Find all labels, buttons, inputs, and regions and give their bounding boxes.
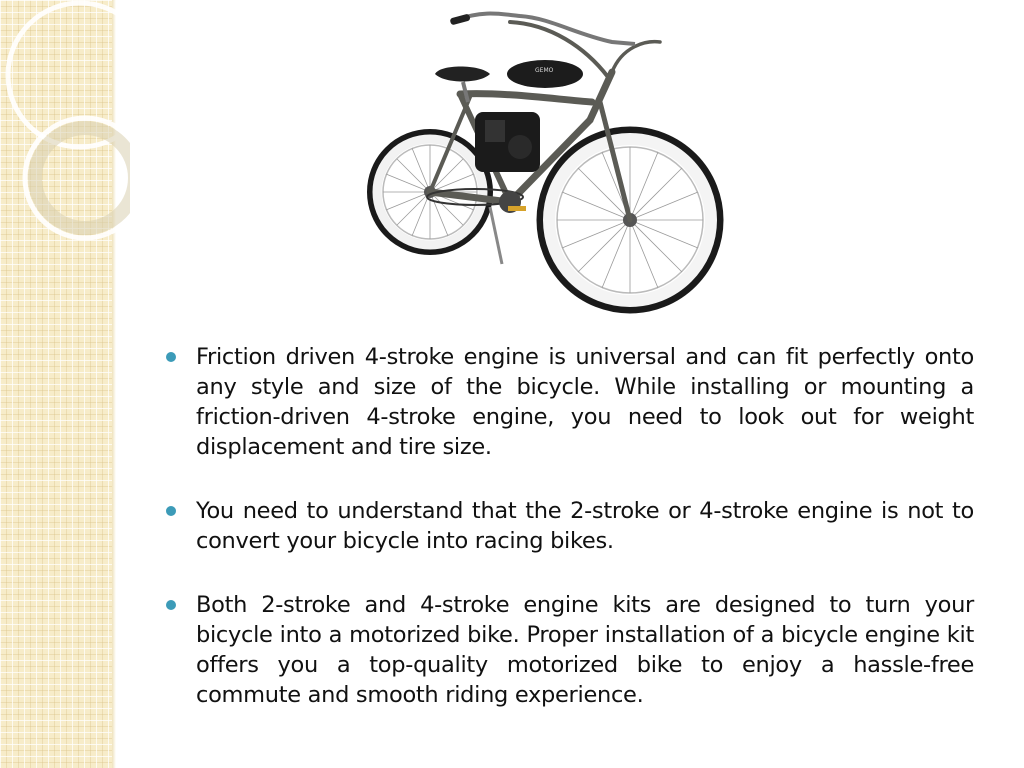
bullet-marker: [166, 352, 176, 362]
bullet-text: You need to understand that the 2-stroke or 4-stroke engine is not to convert your bicycle into racing bikes.: [196, 498, 974, 554]
fuel-tank: [507, 60, 583, 88]
decorative-rings: [0, 0, 130, 260]
bike-seat: [435, 67, 490, 82]
tank-brand-text: GEMO: [535, 67, 554, 74]
bullet-text: Both 2-stroke and 4-stroke engine kits are designed to turn your bicycle into a motorized bike. Proper installation of a bicycle engine kit offers you a top-quality motorized bike to enjoy a hassle-free commute and smooth riding experience.: [196, 592, 974, 708]
motorized-bicycle-image: [360, 2, 730, 324]
bullet-text: Friction driven 4-stroke engine is universal and can fit perfectly onto any style and size of the bicycle. While installing or mounting a friction-driven 4-stroke engine, you need to look out for weight displacement and tire size.: [196, 344, 974, 460]
bullet-marker: [166, 600, 176, 610]
lower-ring-shadow: [35, 128, 130, 228]
bullet-item: [160, 496, 974, 556]
engine-block: [475, 112, 540, 172]
pedal: [508, 206, 526, 211]
handle-grip: [450, 14, 471, 26]
bullet-item: [160, 590, 974, 710]
bullet-list: [160, 342, 974, 744]
bullet-item: [160, 342, 974, 462]
bullet-marker: [166, 506, 176, 516]
kickstand: [490, 207, 502, 264]
